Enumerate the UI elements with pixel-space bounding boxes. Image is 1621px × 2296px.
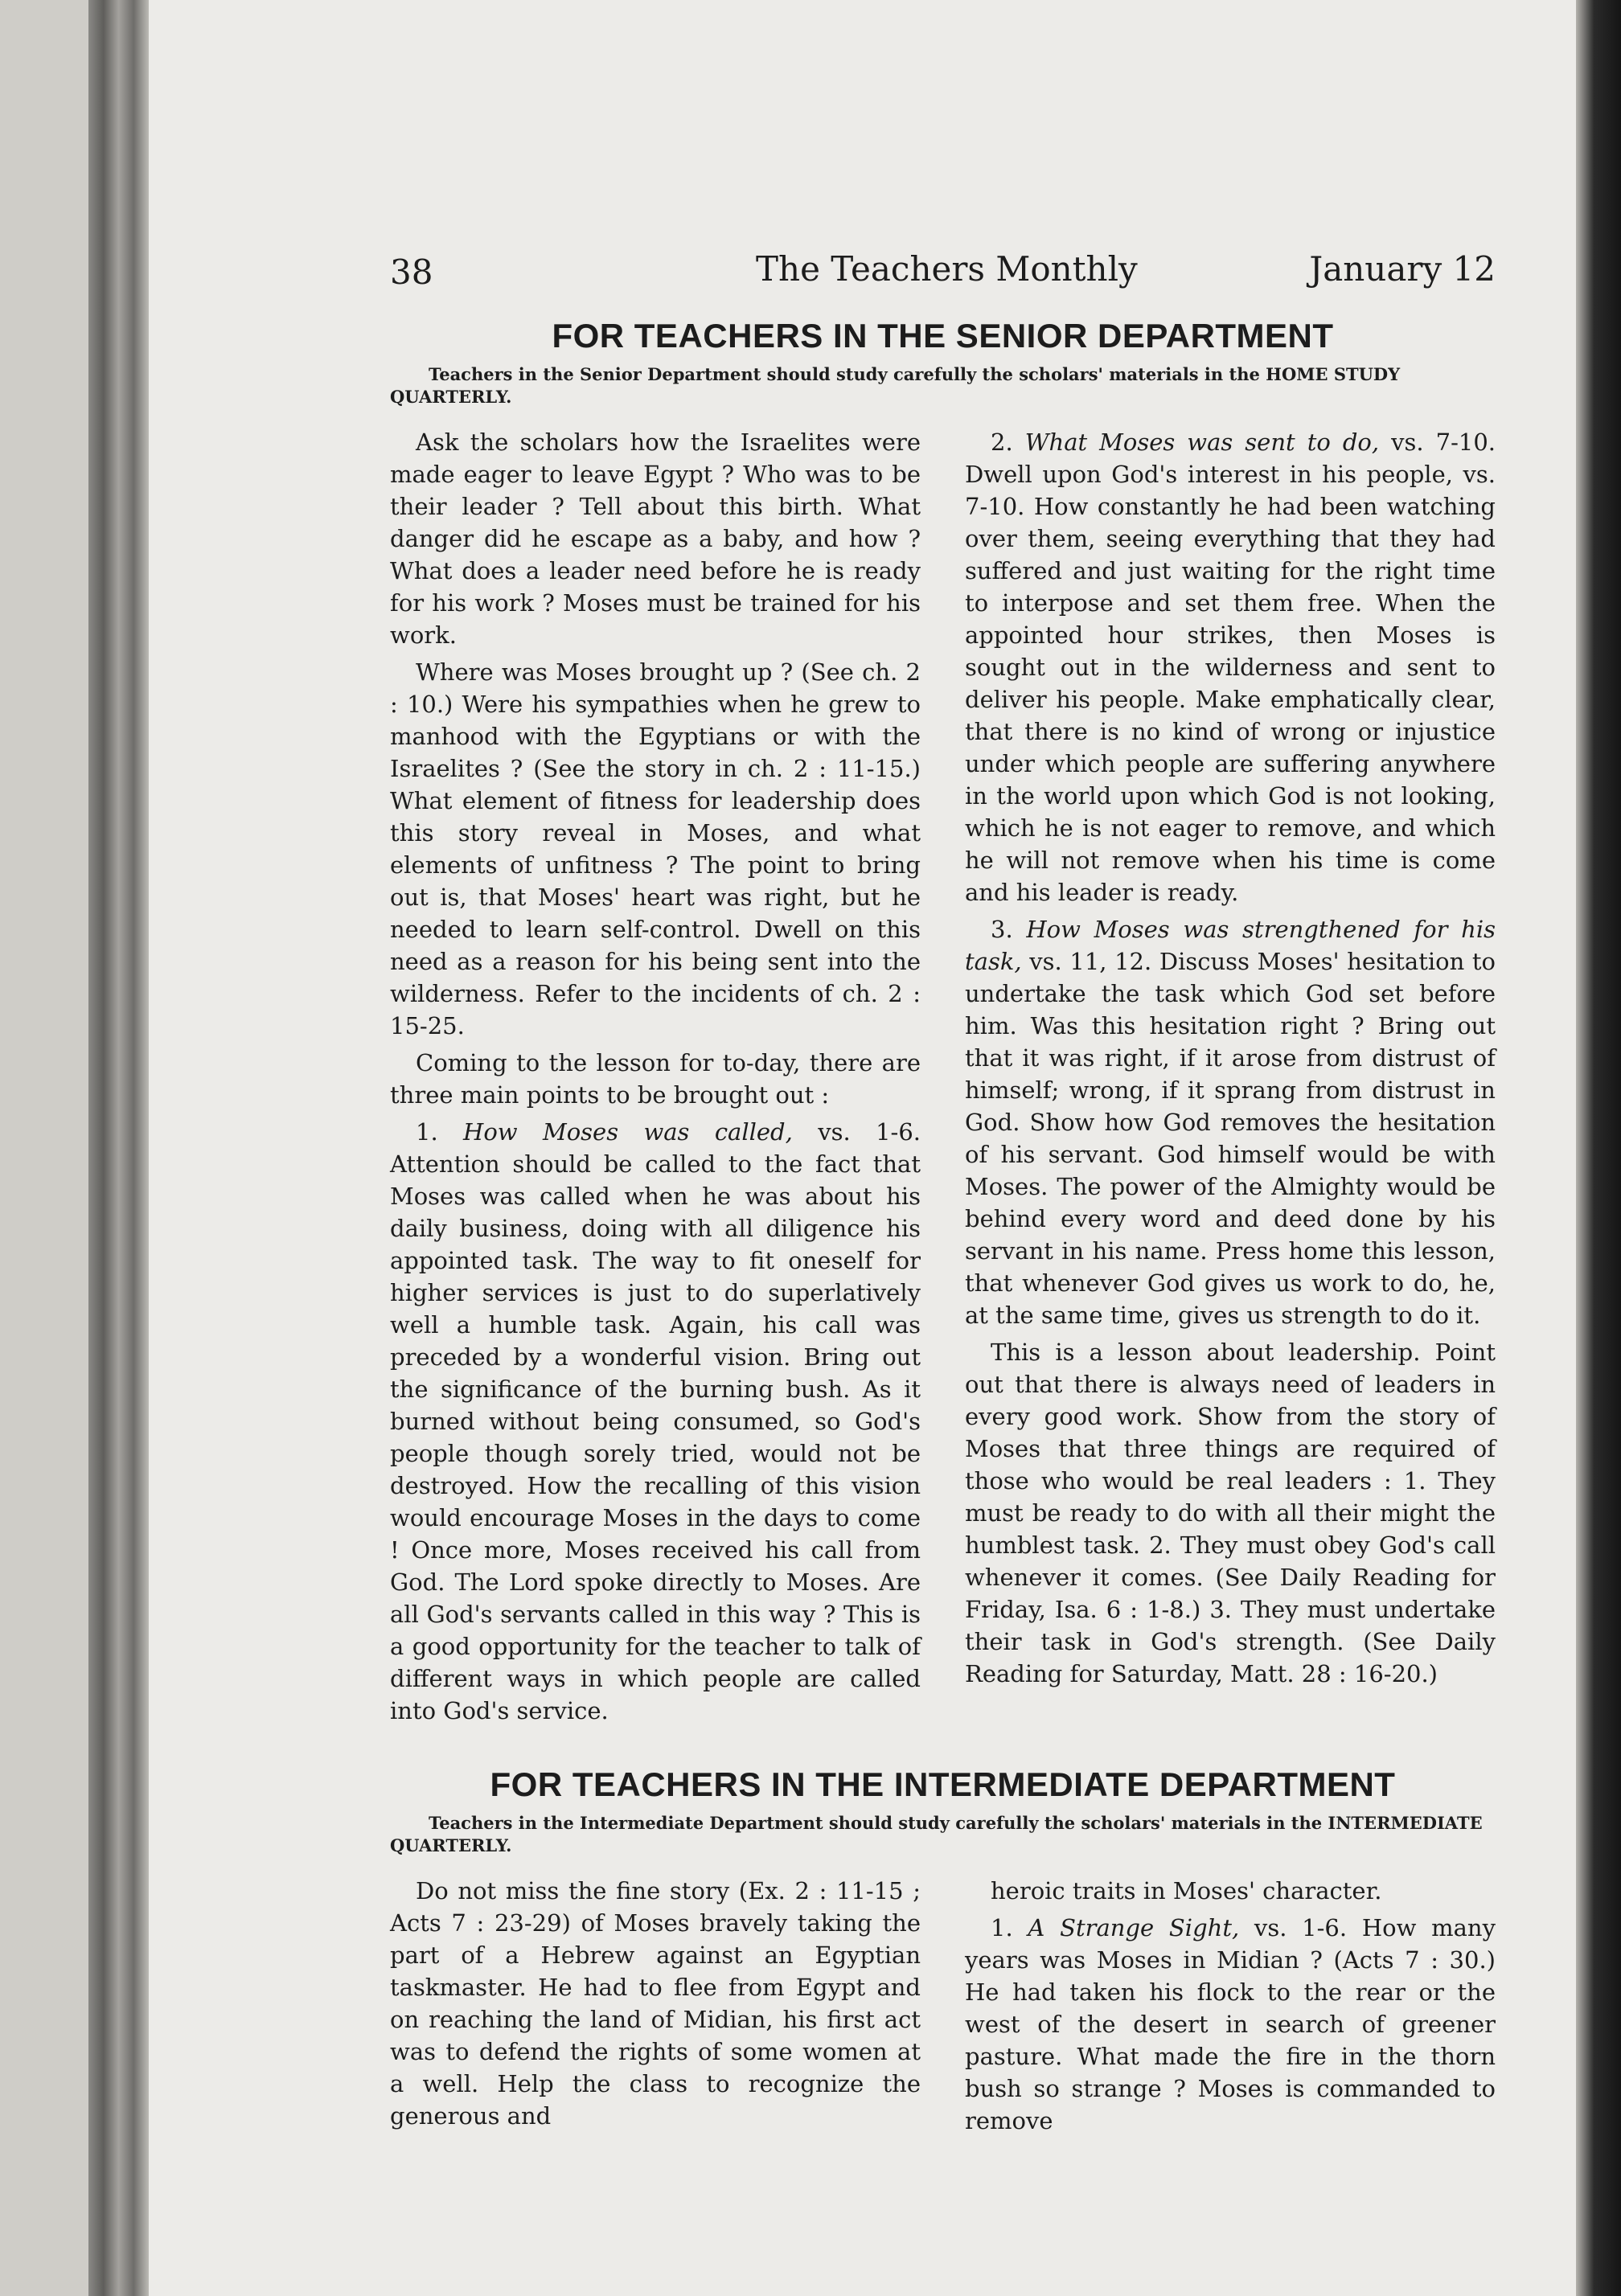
- point-text: vs. 11, 12. Discuss Moses' hesitation to undertake the task which God set before him. Was this hesitation right ? Bring out that it was right, if it arose from distrust of himself; wrong, if it sprang from distrust in God. Show how God removes the hesitation of his servant. God himself would be with Moses. The power of the Almighty would be behind every word and deed done by his servant in his name. Press home this lesson, that whenever God gives us work to do, he, at the same time, gives us strength to do it.: [965, 948, 1496, 1329]
- point-text: vs. 1-6. Attention should be called to the fact that Moses was called when he was about his daily business, doing with all diligence his appointed task. The way to fit oneself for higher services is just to do superlatively well a humble task. Again, his call was preceded by a wonderful vision. Bring out the significance of the burning bush. As it burned without being consumed, so God's people though sorely tried, would not be destroyed. How the recalling of this vision would encourage Moses in the days to come ! Once more, Moses received his call from God. The Lord spoke directly to Moses. Are all God's servants called in this way ? This is a good opportunity for the teacher to talk of different ways in which people are called into God's service.: [390, 1118, 921, 1724]
- paragraph: [965, 913, 1496, 1331]
- paragraph: [390, 1116, 921, 1727]
- point-number: 3.: [991, 916, 1027, 943]
- point-text: vs. 7-10. Dwell upon God's interest in his people, vs. 7-10. How constantly he had been watching over them, seeing everything that they had suffered and just waiting for the right time to interpose and set them free. When the appointed hour strikes, then Moses is sought out in the wilderness and sent to deliver his people. Make emphatically clear, that there is no kind of wrong or injustice under which people are suffering anywhere in the world upon which God is not looking, which he is not eager to remove, and which he will not remove when his time is come and his leader is ready.: [965, 428, 1496, 906]
- paragraph: Where was Moses brought up ? (See ch. 2 : 10.) Were his sympathies when he grew to manhood with the Egyptians or with the Israelites ? (See the story in ch. 2 : 11-15.) What element of fitness for leadership does this story reveal in Moses, and what elements of unfitness ? The point to bring out is, that Moses' heart was right, but he needed to learn self-control. Dwell on this need as a reason for his being sent into the wilderness. Refer to the incidents of ch. 2 : 15-25.: [390, 658, 921, 1039]
- section-note: Teachers in the Senior Department should study carefully the scholars' materials in the HOME STUDY QUARTERLY.: [390, 364, 1401, 407]
- page-binding-shadow: [88, 0, 149, 2296]
- paragraph: Ask the scholars how the Israelites were made eager to leave Egypt ? Who was to be their leader ? Tell about this birth. What danger did he escape as a baby, and how ? What does a leader need before he is ready for his work ? Moses must be trained for his work.: [390, 428, 921, 649]
- paragraph: Coming to the lesson for to-day, there are three main points to be brought out :: [390, 1049, 921, 1109]
- two-column-text: [390, 426, 1496, 1732]
- section-note: Teachers in the Intermediate Department should study carefully the scholars' materials in the INTERMEDIATE QUARTERLY.: [390, 1813, 1483, 1855]
- point-number: 1.: [991, 1914, 1028, 1941]
- point-number: 2.: [991, 428, 1025, 456]
- senior-section: [390, 315, 1496, 1732]
- paragraph: [965, 426, 1496, 908]
- paragraph: This is a lesson about leadership. Point out that there is always need of leaders in every good work. Show from the story of Moses that three things are required of those who would be real leaders : 1. They must be ready to do with all their might the humblest task. 2. They must obey God's call whenever it comes. (See Daily Reading for Friday, Isa. 6 : 1-8.) 3. They must undertake their task in God's strength. (See Daily Reading for Saturday, Matt. 28 : 16-20.): [965, 1339, 1496, 1687]
- section-title: FOR TEACHERS IN THE INTERMEDIATE DEPARTMENT: [490, 1765, 1396, 1803]
- point-text: vs. 1-6. How many years was Moses in Midian ? (Acts 7 : 30.) He had taken his flock to the rear or the west of the desert in search of greener pasture. What made the fire in the thorn bush so strange ? Moses is commanded to remove: [965, 1914, 1496, 2134]
- journal-title: The Teachers Monthly: [756, 249, 1138, 289]
- section-title: FOR TEACHERS IN THE SENIOR DEPARTMENT: [552, 317, 1334, 355]
- left-column: [390, 1875, 921, 2142]
- page-content: [390, 241, 1496, 2142]
- issue-date: January 12: [1309, 249, 1496, 289]
- point-heading: How Moses was strengthened for his task,: [965, 916, 1496, 975]
- point-heading: What Moses was sent to do,: [1024, 428, 1380, 456]
- paragraph: [965, 1912, 1496, 2137]
- page-right-shadow: [1576, 0, 1621, 2296]
- paragraph: Do not miss the fine story (Ex. 2 : 11-15 ; Acts 7 : 23-29) of Moses bravely taking the part of a Hebrew against an Egyptian taskmaster. He had to flee from Egypt and on reaching the land of Midian, his first act was to defend the rights of some women at a well. Help the class to recognize the generous and: [390, 1877, 921, 2130]
- point-number: 1.: [416, 1118, 464, 1146]
- right-column: [965, 1875, 1496, 2142]
- point-heading: How Moses was called,: [463, 1118, 793, 1146]
- left-column: [390, 426, 921, 1732]
- scanner-bed-edge: [0, 0, 88, 2296]
- paragraph: heroic traits in Moses' character.: [991, 1877, 1382, 1904]
- two-column-text: [390, 1875, 1496, 2142]
- point-heading: A Strange Sight,: [1028, 1914, 1240, 1941]
- right-column: [965, 426, 1496, 1732]
- page-number: 38: [390, 252, 433, 292]
- intermediate-section: [390, 1764, 1496, 2142]
- running-header: [390, 241, 1496, 297]
